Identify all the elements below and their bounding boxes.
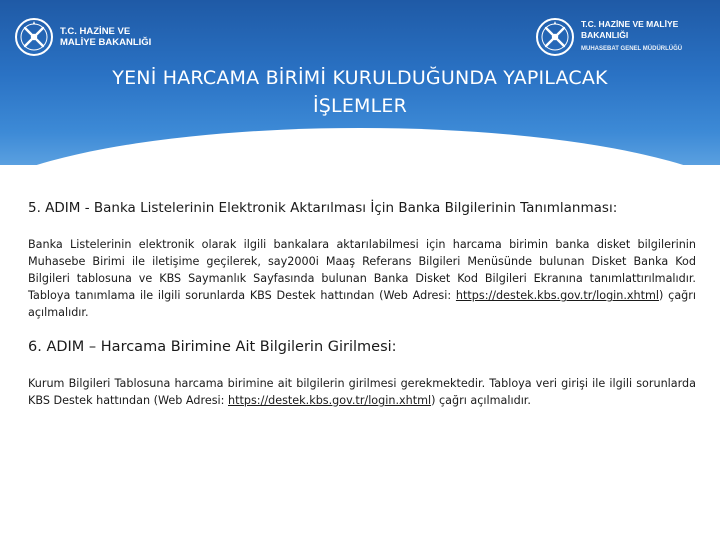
page-title-line2: İŞLEMLER: [312, 95, 408, 117]
logo-right-line1: T.C. HAZİNE VE MALİYE BAKANLIĞI: [581, 19, 679, 40]
step5-body-text: Banka Listelerinin elektronik olarak ilgili bankalara aktarılabilmesi için harcama birimin banka disket bilgilerinin Muhasebe Birimi ile iletişime geçilerek, say2000i Maaş Referans Bilgileri Menüsünde bulunan Disket Banka Kod Bilgileri tablosuna ve KBS Saymanlık Sayfasında bulunan Banka Disket Kod Bilgileri Ekranına tanımlattırılmalıdır. Tabloya tanımlama ile ilgili sorunlarda KBS Destek hattından (Web Adresi:: [28, 238, 696, 302]
header-curve: [0, 128, 720, 165]
logo-left-line1: T.C. HAZİNE VE: [60, 26, 131, 37]
step6-body-tail: ) çağrı açılmalıdır.: [431, 394, 531, 407]
step6-heading: 6. ADIM – Harcama Birimine Ait Bilgilerin Girilmesi:: [28, 339, 397, 355]
slide-header: [0, 0, 720, 165]
logo-left-line2: MALİYE BAKANLIĞI: [60, 37, 152, 48]
emblem-icon: [14, 17, 54, 57]
step6-body-text: Kurum Bilgileri Tablosuna harcama birimine ait bilgilerin girilmesi gerekmektedir. Tabloya veri girişi ile ilgili sorunlarda KBS Destek hattından (Web Adresi:: [28, 377, 696, 407]
page-title: [40, 64, 680, 120]
step5-heading: 5. ADIM - Banka Listelerinin Elektronik Aktarılması İçin Banka Bilgilerinin Tanımlanması:: [28, 200, 618, 216]
logo-right-line2: MUHASEBAT GENEL MÜDÜRLÜĞÜ: [581, 46, 683, 52]
page-title-line1: YENİ HARCAMA BİRİMİ KURULDUĞUNDA YAPILACAK: [112, 67, 608, 89]
emblem-icon: [535, 17, 575, 57]
step5-body: [28, 236, 696, 321]
slide-content: [28, 198, 696, 409]
step5-support-link[interactable]: https://destek.kbs.gov.tr/login.xhtml: [455, 289, 660, 302]
step6-body: [28, 375, 696, 409]
step6-support-link[interactable]: https://destek.kbs.gov.tr/login.xhtml: [228, 394, 432, 407]
ministry-logo-left: [14, 10, 151, 64]
step5-body-tail: ) çağrı açılmalıdır.: [28, 289, 696, 319]
logo-left-text: [60, 26, 151, 48]
logo-right-text: [581, 19, 720, 55]
ministry-logo-right: [535, 10, 720, 64]
